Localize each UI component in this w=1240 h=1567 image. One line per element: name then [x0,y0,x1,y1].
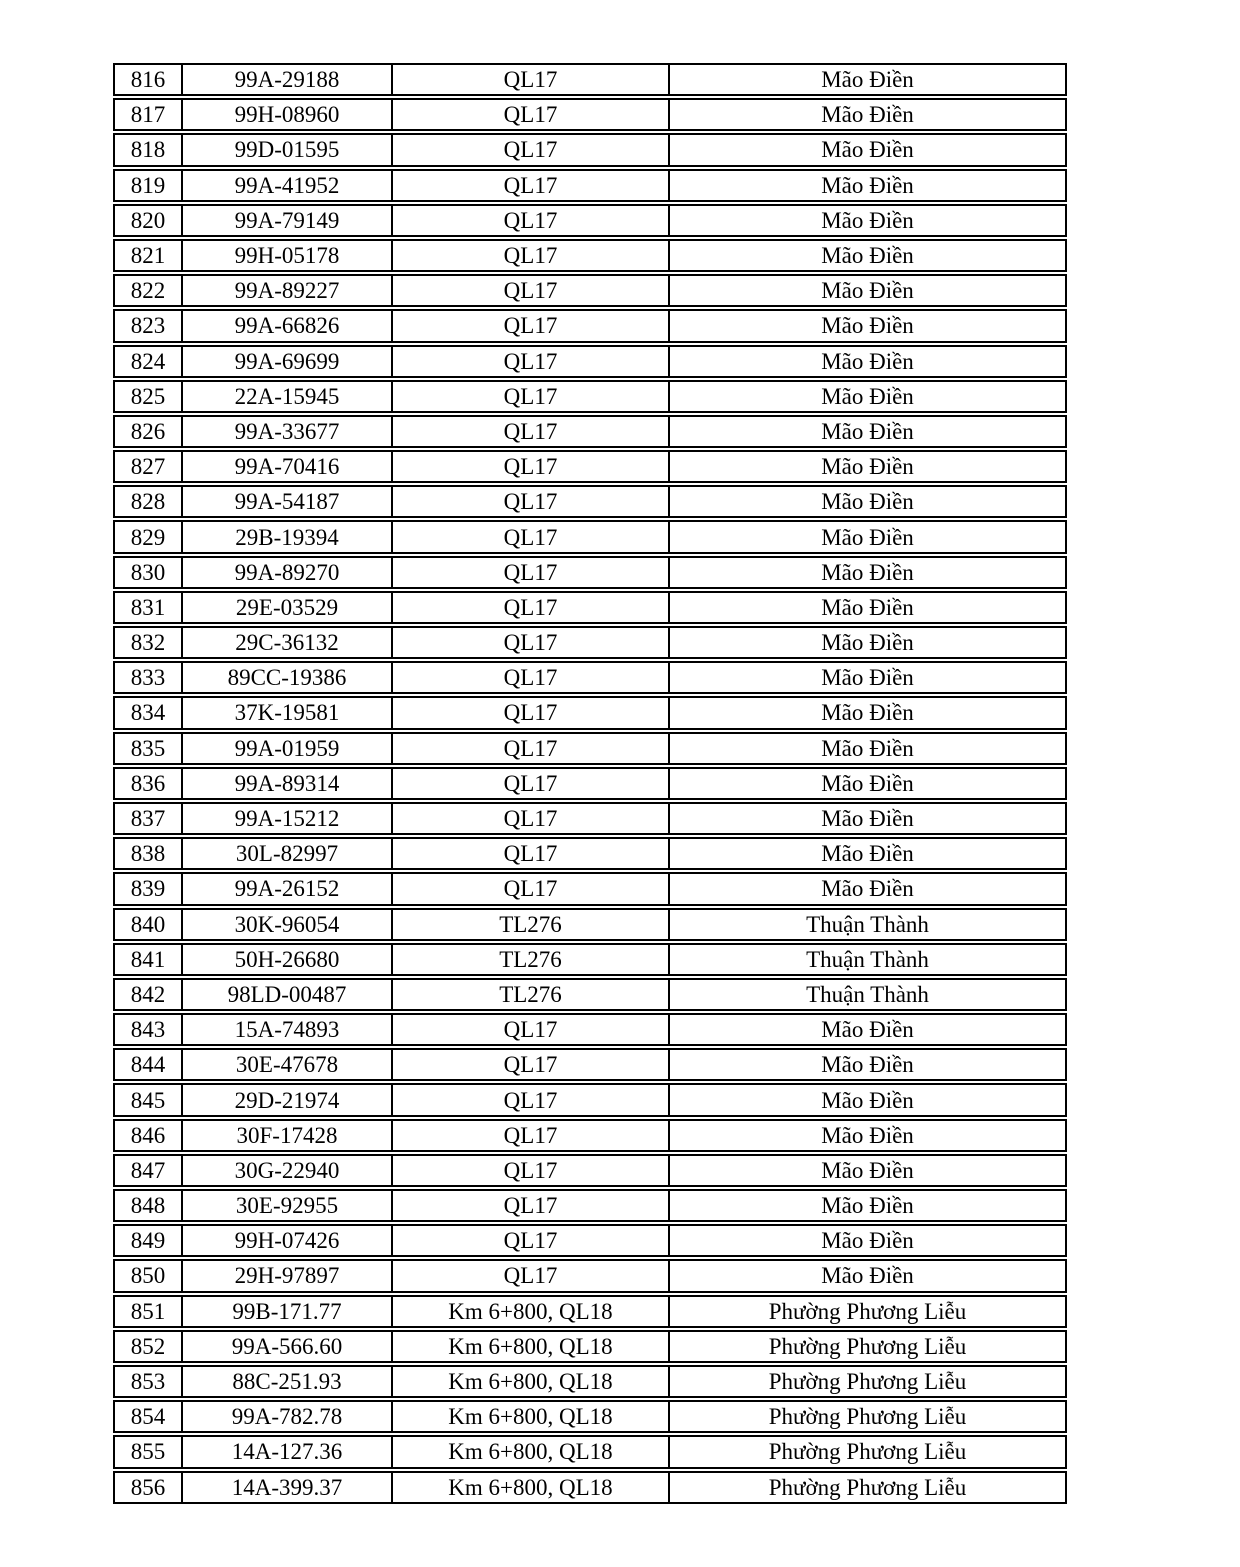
cell-location: Phường Phương Liễu [670,1295,1067,1328]
cell-stt: 827 [113,450,183,483]
table-row [113,696,1067,729]
cell-plate: 99H-05178 [183,239,393,272]
table-row [113,1048,1067,1081]
cell-road: QL17 [393,696,670,729]
cell-stt: 829 [113,520,183,553]
cell-stt: 854 [113,1400,183,1433]
table-row [113,1224,1067,1257]
cell-road: QL17 [393,520,670,553]
cell-road: QL17 [393,345,670,378]
cell-plate: 99A-89270 [183,556,393,589]
table-row [113,169,1067,202]
cell-road: QL17 [393,591,670,624]
cell-location: Mão Điền [670,696,1067,729]
cell-road: QL17 [393,485,670,518]
table-row [113,1189,1067,1222]
cell-stt: 835 [113,732,183,765]
cell-plate: 29E-03529 [183,591,393,624]
table-row [113,380,1067,413]
cell-location: Mão Điền [670,1048,1067,1081]
cell-road: Km 6+800, QL18 [393,1330,670,1363]
cell-plate: 88C-251.93 [183,1365,393,1398]
cell-stt: 839 [113,872,183,905]
table-row [113,1471,1067,1504]
cell-plate: 99A-29188 [183,63,393,96]
cell-location: Mão Điền [670,1154,1067,1187]
cell-stt: 825 [113,380,183,413]
cell-stt: 820 [113,204,183,237]
cell-plate: 98LD-00487 [183,978,393,1011]
cell-location: Mão Điền [670,274,1067,307]
cell-plate: 99A-54187 [183,485,393,518]
table-row [113,661,1067,694]
cell-road: Km 6+800, QL18 [393,1365,670,1398]
cell-location: Mão Điền [670,1189,1067,1222]
cell-stt: 843 [113,1013,183,1046]
cell-plate: 99A-15212 [183,802,393,835]
table-row [113,520,1067,553]
cell-stt: 848 [113,1189,183,1222]
cell-stt: 847 [113,1154,183,1187]
cell-plate: 29B-19394 [183,520,393,553]
cell-stt: 821 [113,239,183,272]
cell-stt: 853 [113,1365,183,1398]
cell-stt: 818 [113,133,183,166]
table-row [113,1013,1067,1046]
cell-stt: 834 [113,696,183,729]
cell-plate: 29D-21974 [183,1083,393,1116]
cell-stt: 845 [113,1083,183,1116]
cell-plate: 14A-399.37 [183,1471,393,1504]
table-row [113,591,1067,624]
table-row [113,1119,1067,1152]
cell-stt: 824 [113,345,183,378]
cell-plate: 89CC-19386 [183,661,393,694]
cell-road: QL17 [393,837,670,870]
cell-location: Mão Điền [670,520,1067,553]
table-row [113,556,1067,589]
table-row [113,802,1067,835]
cell-location: Mão Điền [670,485,1067,518]
cell-stt: 852 [113,1330,183,1363]
cell-location: Mão Điền [670,169,1067,202]
table-row [113,837,1067,870]
cell-location: Phường Phương Liễu [670,1400,1067,1433]
cell-plate: 99A-26152 [183,872,393,905]
cell-stt: 822 [113,274,183,307]
cell-plate: 99A-41952 [183,169,393,202]
table-row [113,767,1067,800]
cell-road: QL17 [393,872,670,905]
cell-plate: 99A-89314 [183,767,393,800]
cell-road: QL17 [393,767,670,800]
table-row [113,1259,1067,1292]
cell-road: QL17 [393,802,670,835]
table-row [113,1295,1067,1328]
cell-location: Mão Điền [670,802,1067,835]
cell-road: Km 6+800, QL18 [393,1295,670,1328]
cell-stt: 856 [113,1471,183,1504]
table-row [113,204,1067,237]
cell-location: Thuận Thành [670,908,1067,941]
cell-stt: 855 [113,1435,183,1468]
cell-plate: 99A-79149 [183,204,393,237]
cell-stt: 817 [113,98,183,131]
cell-stt: 831 [113,591,183,624]
cell-road: QL17 [393,1259,670,1292]
cell-stt: 828 [113,485,183,518]
table-row [113,908,1067,941]
cell-location: Phường Phương Liễu [670,1435,1067,1468]
cell-location: Mão Điền [670,204,1067,237]
cell-plate: 29H-97897 [183,1259,393,1292]
cell-plate: 14A-127.36 [183,1435,393,1468]
table-row [113,1330,1067,1363]
cell-stt: 842 [113,978,183,1011]
cell-road: QL17 [393,169,670,202]
cell-stt: 830 [113,556,183,589]
cell-stt: 844 [113,1048,183,1081]
table-row [113,943,1067,976]
cell-plate: 99H-08960 [183,98,393,131]
table-row [113,274,1067,307]
cell-road: QL17 [393,98,670,131]
cell-location: Mão Điền [670,837,1067,870]
cell-location: Mão Điền [670,732,1067,765]
cell-road: Km 6+800, QL18 [393,1471,670,1504]
cell-road: QL17 [393,133,670,166]
cell-road: QL17 [393,204,670,237]
table-row [113,239,1067,272]
table-row [113,1400,1067,1433]
cell-plate: 99A-566.60 [183,1330,393,1363]
cell-road: TL276 [393,908,670,941]
cell-stt: 832 [113,626,183,659]
cell-road: QL17 [393,661,670,694]
cell-plate: 15A-74893 [183,1013,393,1046]
cell-stt: 846 [113,1119,183,1152]
cell-stt: 823 [113,309,183,342]
cell-location: Mão Điền [670,1224,1067,1257]
cell-plate: 99B-171.77 [183,1295,393,1328]
table-row [113,98,1067,131]
cell-road: QL17 [393,1119,670,1152]
table-row [113,450,1067,483]
table-row [113,1365,1067,1398]
cell-road: TL276 [393,978,670,1011]
cell-location: Mão Điền [670,556,1067,589]
vehicle-table-body [113,63,1067,1504]
cell-road: QL17 [393,309,670,342]
cell-location: Phường Phương Liễu [670,1330,1067,1363]
cell-road: QL17 [393,626,670,659]
cell-stt: 816 [113,63,183,96]
cell-location: Mão Điền [670,767,1067,800]
cell-plate: 29C-36132 [183,626,393,659]
cell-location: Phường Phương Liễu [670,1365,1067,1398]
table-row [113,732,1067,765]
cell-road: QL17 [393,1048,670,1081]
cell-road: QL17 [393,556,670,589]
cell-plate: 99D-01595 [183,133,393,166]
cell-location: Mão Điền [670,872,1067,905]
cell-plate: 30E-92955 [183,1189,393,1222]
cell-plate: 37K-19581 [183,696,393,729]
cell-road: QL17 [393,732,670,765]
cell-road: QL17 [393,1154,670,1187]
cell-plate: 99A-70416 [183,450,393,483]
cell-road: TL276 [393,943,670,976]
cell-road: Km 6+800, QL18 [393,1400,670,1433]
cell-plate: 22A-15945 [183,380,393,413]
cell-road: QL17 [393,450,670,483]
cell-location: Thuận Thành [670,978,1067,1011]
table-row [113,978,1067,1011]
cell-road: Km 6+800, QL18 [393,1435,670,1468]
cell-plate: 99A-01959 [183,732,393,765]
cell-road: QL17 [393,1083,670,1116]
cell-location: Phường Phương Liễu [670,1471,1067,1504]
cell-stt: 850 [113,1259,183,1292]
cell-location: Mão Điền [670,450,1067,483]
table-row [113,1083,1067,1116]
cell-location: Mão Điền [670,345,1067,378]
cell-location: Mão Điền [670,380,1067,413]
cell-location: Mão Điền [670,591,1067,624]
cell-stt: 838 [113,837,183,870]
cell-location: Mão Điền [670,98,1067,131]
cell-plate: 30F-17428 [183,1119,393,1152]
cell-stt: 841 [113,943,183,976]
cell-stt: 849 [113,1224,183,1257]
cell-location: Mão Điền [670,626,1067,659]
table-row [113,133,1067,166]
table-row [113,872,1067,905]
cell-stt: 819 [113,169,183,202]
cell-stt: 833 [113,661,183,694]
cell-location: Mão Điền [670,1013,1067,1046]
cell-stt: 837 [113,802,183,835]
table-row [113,345,1067,378]
cell-location: Mão Điền [670,1119,1067,1152]
table-row [113,415,1067,448]
cell-plate: 99H-07426 [183,1224,393,1257]
cell-stt: 840 [113,908,183,941]
cell-location: Mão Điền [670,63,1067,96]
cell-plate: 99A-33677 [183,415,393,448]
cell-location: Thuận Thành [670,943,1067,976]
cell-location: Mão Điền [670,1083,1067,1116]
cell-road: QL17 [393,274,670,307]
cell-road: QL17 [393,239,670,272]
vehicle-table [113,61,1067,1506]
cell-location: Mão Điền [670,415,1067,448]
cell-plate: 99A-69699 [183,345,393,378]
cell-plate: 99A-66826 [183,309,393,342]
table-row [113,1154,1067,1187]
table-row [113,309,1067,342]
cell-road: QL17 [393,1189,670,1222]
cell-location: Mão Điền [670,239,1067,272]
cell-plate: 99A-89227 [183,274,393,307]
cell-location: Mão Điền [670,661,1067,694]
cell-plate: 30G-22940 [183,1154,393,1187]
cell-road: QL17 [393,1224,670,1257]
cell-road: QL17 [393,380,670,413]
cell-road: QL17 [393,1013,670,1046]
cell-location: Mão Điền [670,309,1067,342]
cell-stt: 826 [113,415,183,448]
cell-road: QL17 [393,415,670,448]
cell-plate: 30L-82997 [183,837,393,870]
cell-location: Mão Điền [670,1259,1067,1292]
cell-plate: 30E-47678 [183,1048,393,1081]
table-row [113,626,1067,659]
cell-plate: 30K-96054 [183,908,393,941]
cell-stt: 851 [113,1295,183,1328]
table-row [113,1435,1067,1468]
table-row [113,485,1067,518]
cell-road: QL17 [393,63,670,96]
cell-plate: 99A-782.78 [183,1400,393,1433]
cell-plate: 50H-26680 [183,943,393,976]
table-row [113,63,1067,96]
cell-stt: 836 [113,767,183,800]
cell-location: Mão Điền [670,133,1067,166]
